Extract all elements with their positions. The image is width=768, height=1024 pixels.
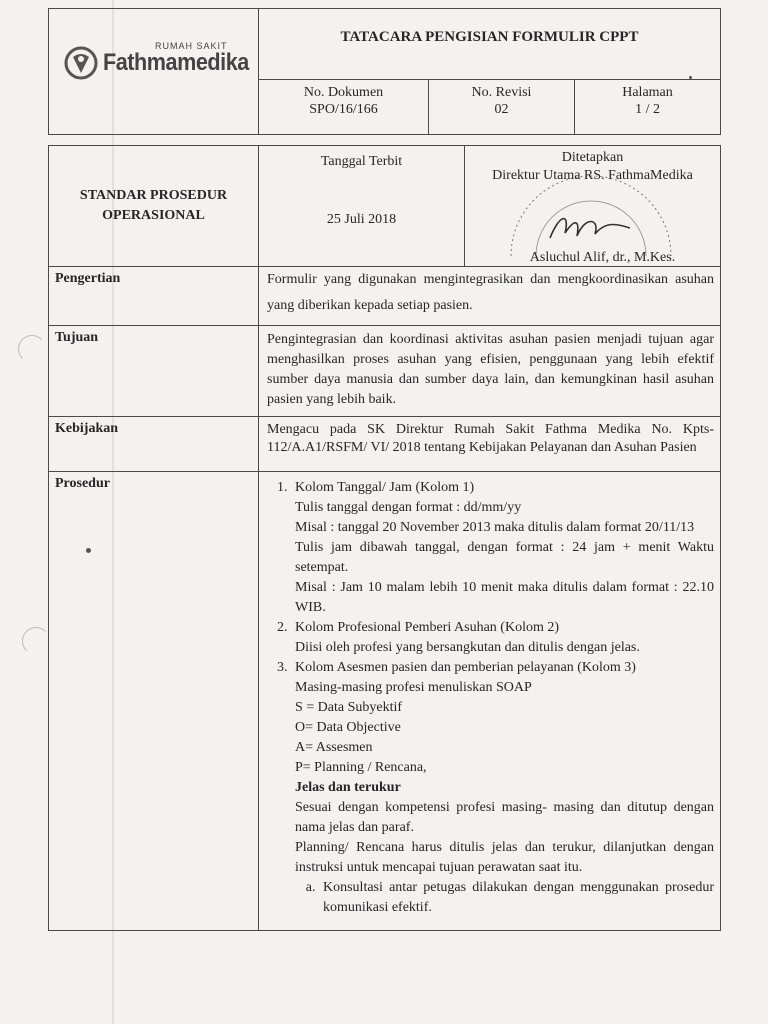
halaman-label: Halaman xyxy=(622,85,673,100)
no-dokumen-cell xyxy=(259,80,429,135)
tujuan-text: Pengintegrasian dan koordinasi aktivitas asuhan pasien menjadi tujuan agar menghasilkan proses asuhan yang efisien, penggunaan yang lebih efektif sumber daya manusia dan sumber daya lain, dan kemungkinan hasil asuhan pasien yang lebih baik. xyxy=(259,326,721,417)
document-header xyxy=(48,8,721,135)
item3-s: S = Data Subyektif xyxy=(295,700,403,715)
tanggal-label: Tanggal Terbit xyxy=(320,154,403,169)
item3-bold: Jelas dan terukur xyxy=(295,780,401,795)
prosedur-content xyxy=(259,472,721,931)
sop-title-line1: STANDAR PROSEDUR xyxy=(79,188,228,203)
kebijakan-text: Mengacu pada SK Direktur Rumah Sakit Fathma Medika No. Kpts-112/A.A1/RSFM/ VI/ 2018 tentang Kebijakan Pelayanan dan Asuhan Pasien xyxy=(259,417,721,472)
halaman-value: 1 / 2 xyxy=(635,102,660,117)
item1-title: 1. Kolom Tanggal/ Jam (Kolom 1) xyxy=(295,480,475,495)
hospital-logo xyxy=(63,41,265,81)
sop-document xyxy=(48,8,720,931)
no-revisi-label: No. Revisi xyxy=(471,85,532,100)
no-dokumen-value: SPO/16/166 xyxy=(309,102,378,117)
ditetapkan-label: Ditetapkan xyxy=(561,150,624,165)
item1-line1: Tulis tanggal dengan format : dd/mm/yy xyxy=(295,500,522,515)
tujuan-label: Tujuan xyxy=(49,326,259,417)
prosedur-list xyxy=(267,478,714,918)
item3-title: 3. Kolom Asesmen pasien dan pemberian pelayanan (Kolom 3) xyxy=(295,660,636,675)
halaman-cell xyxy=(575,80,721,135)
pengertian-text: Formulir yang digunakan mengintegrasikan dan mengkoordinasikan asuhan yang diberikan kepada setiap pasien. xyxy=(259,267,721,326)
item1-line2: Misal : tanggal 20 November 2013 maka ditulis dalam format 20/11/13 xyxy=(295,520,695,535)
item3-p: P= Planning / Rencana, xyxy=(295,760,427,775)
prosedur-item-1 xyxy=(291,478,714,618)
pengertian-label: Pengertian xyxy=(49,267,259,326)
sop-title-cell xyxy=(49,146,259,267)
item3-o: O= Data Objective xyxy=(295,720,401,735)
item3-line1: Masing-masing profesi menuliskan SOAP xyxy=(295,680,532,695)
tanggal-value: 25 Juli 2018 xyxy=(326,212,397,227)
punch-hole-mark xyxy=(18,335,46,363)
no-dokumen-label: No. Dokumen xyxy=(303,85,384,100)
tanggal-cell xyxy=(259,146,465,267)
prosedur-item-3 xyxy=(291,658,714,918)
item3-a: A= Assesmen xyxy=(295,740,373,755)
sop-body xyxy=(48,145,721,931)
item2-title: 2. Kolom Profesional Pemberi Asuhan (Kolom 2) xyxy=(295,620,560,635)
scan-speck xyxy=(689,76,692,79)
ditetapkan-cell xyxy=(465,146,721,267)
item3-sub-a: a. Konsultasi antar petugas dilakukan dengan menggunakan prosedur komunikasi efektif. xyxy=(319,878,714,918)
kebijakan-label: Kebijakan xyxy=(49,417,259,472)
no-revisi-value: 02 xyxy=(494,102,509,117)
item3-line2: Sesuai dengan kompetensi profesi masing- masing dan ditutup dengan nama jelas dan paraf. xyxy=(295,800,714,835)
sop-title-line2: OPERASIONAL xyxy=(102,208,205,223)
hospital-emblem-icon xyxy=(63,45,99,81)
signature-icon xyxy=(545,208,635,248)
item2-line1: Diisi oleh profesi yang bersangkutan dan ditulis dengan jelas. xyxy=(295,640,640,655)
prosedur-item-2 xyxy=(291,618,714,658)
item1-line4: Misal : Jam 10 malam lebih 10 menit maka ditulis dalam format : 22.10 WIB. xyxy=(295,580,714,615)
logo-cell xyxy=(49,9,259,135)
item1-line3: Tulis jam dibawah tanggal, dengan format : 24 jam + menit Waktu setempat. xyxy=(295,540,714,575)
ditetapkan-by: Direktur Utama RS. FathmaMedika xyxy=(492,168,693,183)
scan-speck xyxy=(86,548,91,553)
logo-subtitle: RUMAH SAKIT xyxy=(155,41,228,51)
prosedur-label: Prosedur xyxy=(49,472,259,931)
signatory-name: Asluchul Alif, dr., M.Kes. xyxy=(529,250,676,265)
punch-hole-mark xyxy=(22,627,50,655)
no-revisi-cell xyxy=(429,80,575,135)
document-title: TATACARA PENGISIAN FORMULIR CPPT xyxy=(259,9,721,80)
logo-name: Fathmamedika xyxy=(103,49,249,76)
item3-line3: Planning/ Rencana harus ditulis jelas dan terukur, dilanjutkan dengan instruksi untuk mencapai tujuan perawatan saat itu. xyxy=(295,840,714,875)
item3-sublist xyxy=(295,878,714,918)
